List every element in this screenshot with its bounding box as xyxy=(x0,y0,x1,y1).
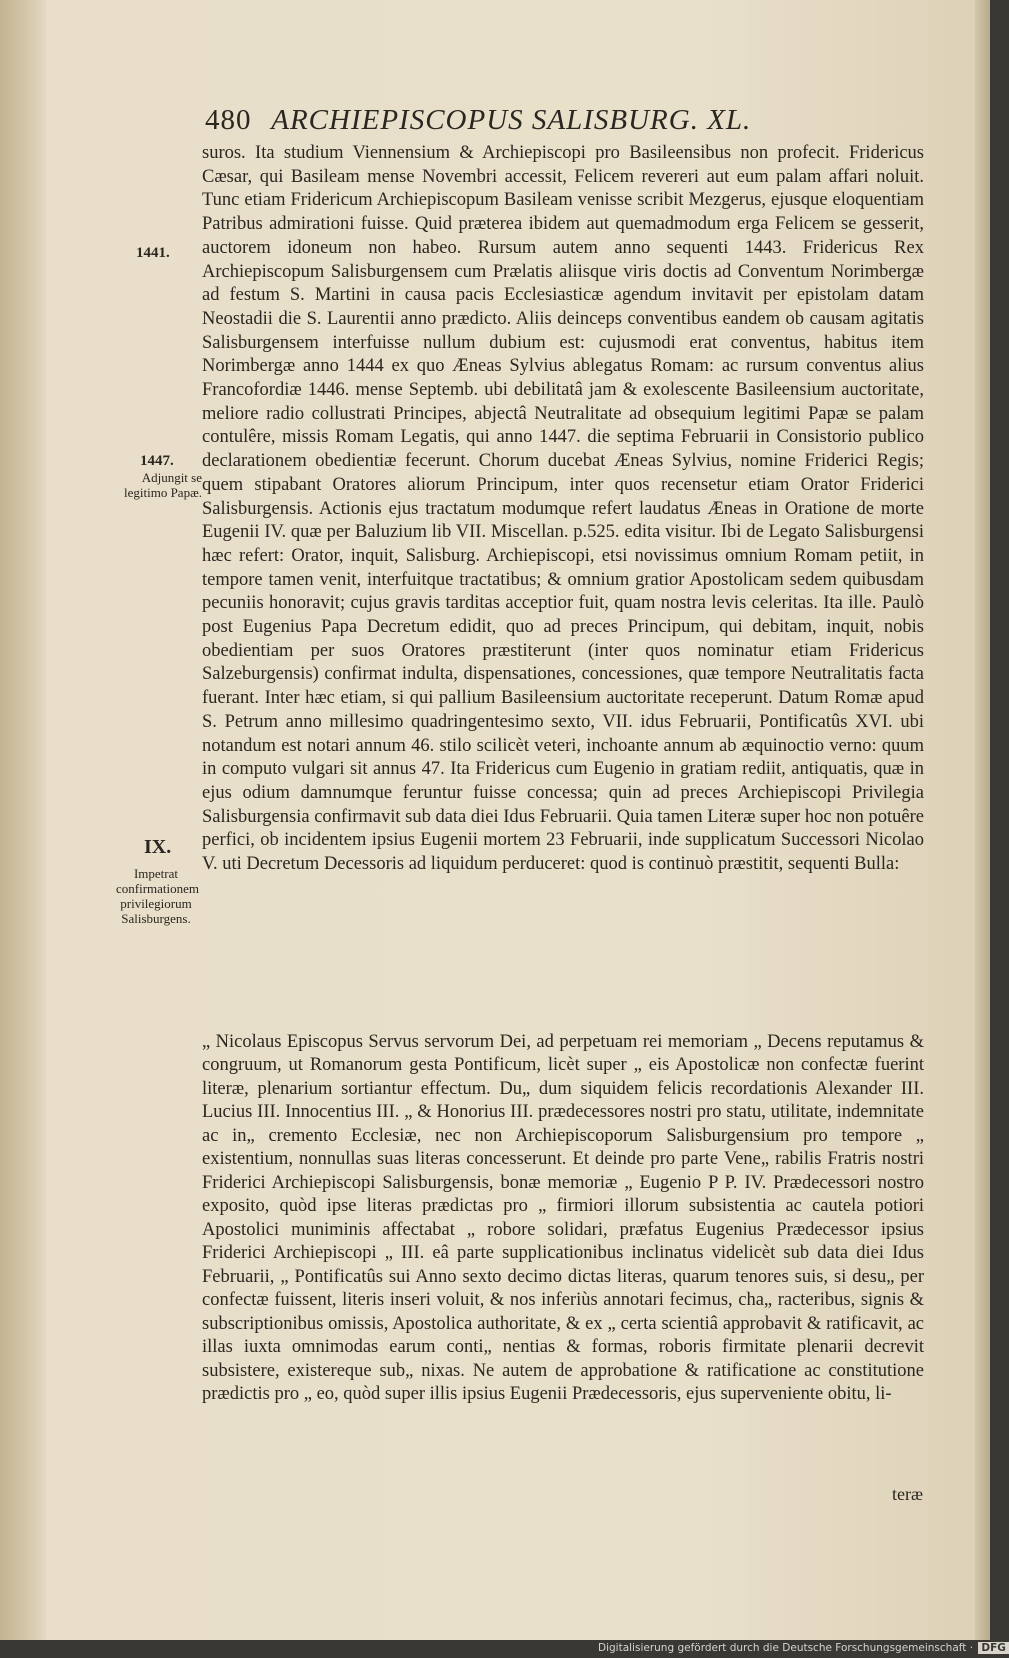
margin-note-adjungit: Adjungit se legitimo Papæ. xyxy=(124,470,202,500)
margin-year-1447: 1447. xyxy=(140,453,174,469)
margin-year-1441: 1441. xyxy=(136,245,170,261)
bulla-paragraph: „ Nicolaus Episcopus Servus servorum Dei, ad perpetuam rei memoriam „ Decens reputamus & congruum, ut Romanorum gesta Pontificum, licèt super „ eis Apostolicæ non confectæ fuerint literæ, plenarium sortiantur effectum. Du„ dum siquidem felicis recordationis Alexander III. Lucius III. Innocentius III. „ & Honorius III. prædecessores nostri pro statu, utilitate, indemnitate ac in„ cremento Ecclesiæ, nec non Archiepiscoporum Salisburgensium pro tempore „ existentium, nonnullas suas literas concesserunt. Et deinde pro parte Vene„ rabilis Fratris nostri Friderici Archiepiscopi Salisburgensis, bonæ memoriæ „ Eugenio P P. IV. Prædecessori nostro exposito, quòd ipse literas prædictas pro „ firmiori illorum subsistentia ac cautela potiori Apostolici muniminis affectabat „ robore solidari, præfatus Eugenius Prædecessor ipsius Friderici Archiepiscopi „ III. eâ parte supplicationibus inclinatus videlicèt sub data diei Idus Februarii, „ Pontificatûs sui Anno sexto decimo dictas literas, quarum tenores suis, si desu„ per confectæ fuissent, literis inseri voluit, & nos inferiùs annotari fecimus, cha„ racteribus, signis & subscriptionibus omissis, Apostolica authoritate, & ex „ certa scientiâ approbavit & ratificavit, ac illas iuxta omnimodas earum conti„ nentias & formas, roboris firmitate plenarii decrevit subsistere, existereque sub„ nixas. Ne autem de approbatione & ratificatione ac constitutione prædictis pro „ eo, quòd super illis ipsius Eugenii Prædecessoris, ejus superveniente obitu, li- xyxy=(202,1031,924,1404)
running-header xyxy=(205,104,925,144)
body-paragraph: suros. Ita studium Viennensium & Archiepiscopi pro Basileensibus non profecit. Fridericus Cæsar, qui Basileam mense Novembri accessit, Felicem revereri aut eum palam affari noluit. Tunc etiam Fridericum Archiepiscopum Basileam venisse scribit Mezgerus, ejusque eloquentiam Patribus admirationi fuisse. Quid præterea ibidem aut quemadmodum erga Felicem se gesserit, auctorem idoneum non habeo. Rursum autem anno sequenti 1443. Fridericus Rex Archiepiscopum Salisburgensem cum Prælatis aliisque viris doctis ad Conventum Norimbergæ ad festum S. Martini in causa pacis Ecclesiasticæ agendum invitavit per epistolam datam Neostadii die S. Laurentii anno prædicto. Aliis deinceps conventibus eandem ob causam agitatis Salisburgensem interfuisse nullum dubium est: cujusmodi erat conventus, habitus item Norimbergæ anno 1444 ex quo Æneas Sylvius ablegatus Romam: ac rursum conventus alius Francofordiæ 1446. mense Septemb. ubi debilitatâ jam & exolescente Basileensium auctoritate, meliore radio collustrati Principes, abjectâ Neutralitate ad obsequium legitimi Papæ se palam contulêre, missis Romam Legatis, qui anno 1447. die septima Februarii in Consistorio publico declarationem obedientiæ fecerunt. Chorum ducebat Æneas Sylvius, nomine Friderici Regis; quem stipabant Oratores aliorum Principum, inter quos recensetur etiam Orator Friderici Salisburgensis. Actionis ejus tractatum modumque refert laudatus Æneas in Oratione de morte Eugenii IV. quæ per Baluzium lib VII. Miscellan. p.525. edita visitur. Ibi de Legato Salisburgensi hæc refert: Orator, inquit, Salisburg. Archiepiscopi, etsi novissimus omnium Romam petiit, in tempore tamen venit, interfuitque tractatibus; & omnium gratior Apostolicam sedem quibusdam pecuniis honoravit; cujus gravis tarditas acceptior fuit, quam nostra levis celeritas. Ita ille. Paulò post Eugenius Papa Decretum edidit, quo ad preces Principum, qui debitam, inquit, nobis obedientiam per suos Oratores præstiterunt (inter quos nominatur etiam Fridericus Salzeburgensis) confirmat indulta, dispensationes, concessiones, quæ tempore Neutralitatis facta fuerant. Inter hæc etiam, si qui pallium Basileensium auctoritate receperunt. Datum Romæ apud S. Petrum anno millesimo quadringentesimo sexto, VII. idus Februarii, Pontificatûs XVI. ubi notandum est notari annum 46. stilo scilicèt veteri, inchoante annum ab æquinoctio verno: quum in computo vulgari sit annus 47. Ita Fridericus cum Eugenio in gratiam rediit, antiquatis, quæ in ejus odium damnumque feruntur fuisse concessa; quin ad preces Archiepiscopi Privilegia Salisburgensia confirmavit sub data diei Idus Februarii. Quia tamen Literæ super hoc non potuêre perfici, ob incidentem ipsius Eugenii mortem 23 Februarii, inde supplicatum Successori Nicolao V. uti Decretum Decessoris ad liquidum perduceret: quod is continuò præstitit, sequenti Bulla: xyxy=(202,143,925,875)
digitization-credit xyxy=(598,1642,1009,1658)
page-number: 480 xyxy=(205,104,252,136)
margin-section-ix: IX. xyxy=(144,836,172,858)
bulla-text xyxy=(202,1012,924,1425)
page-gutter xyxy=(0,0,46,1640)
running-title: ARCHIEPISCOPUS SALISBURG. XL. xyxy=(271,104,752,136)
page-edge xyxy=(975,0,990,1640)
credit-text: Digitalisierung gefördert durch die Deutsche Forschungsgemeinschaft · xyxy=(598,1642,974,1654)
margin-note-impetrat: Impetrat confirmationem privilegiorum Salisburgens. xyxy=(116,866,200,926)
dfg-logo: DFG xyxy=(978,1642,1009,1654)
catchword: teræ xyxy=(892,1484,923,1504)
main-text xyxy=(202,142,924,877)
